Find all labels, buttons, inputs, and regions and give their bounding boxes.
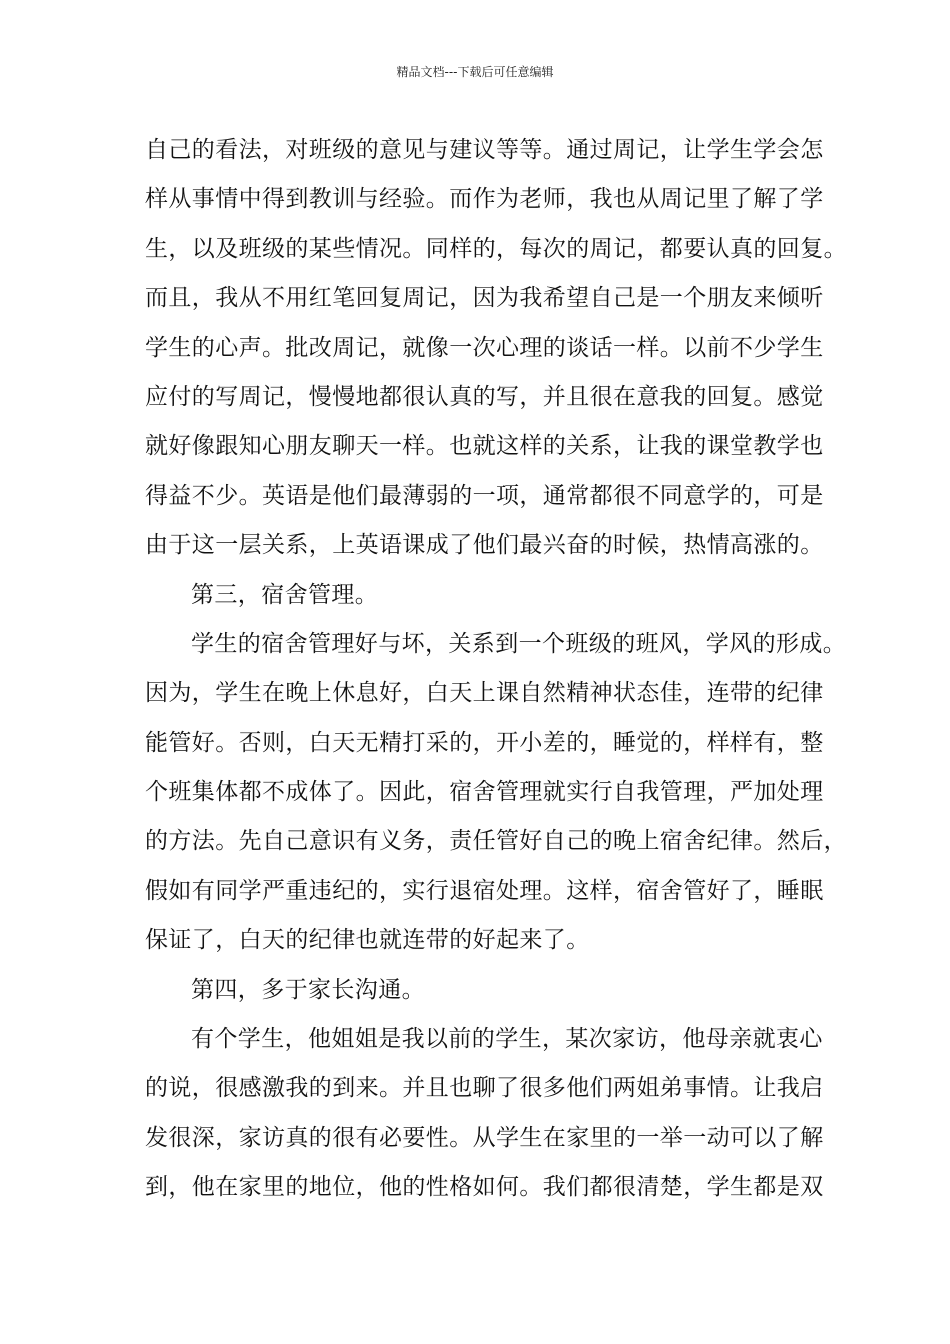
text-line: 保证了，白天的纪律也就连带的好起来了。 <box>145 927 590 954</box>
text-line: 学生的心声。批改周记，就像一次心理的谈话一样。以前不少学生 <box>145 334 824 361</box>
text-line: 自己的看法，对班级的意见与建议等等。通过周记，让学生学会怎 <box>145 137 824 163</box>
text-line: 能管好。否则，白天无精打采的，开小差的，睡觉的，样样有，整 <box>145 729 824 756</box>
text-line: 的方法。先自己意识有义务，责任管好自己的晚上宿舍纪律。然后， <box>145 828 847 855</box>
text-line: 就好像跟知心朋友聊天一样。也就这样的关系，让我的课堂教学也 <box>145 433 824 460</box>
text-line: 发很深，家访真的很有必要性。从学生在家里的一举一动可以了解 <box>145 1124 824 1151</box>
text-line: 由于这一层关系，上英语课成了他们最兴奋的时候，热情高涨的。 <box>145 532 824 559</box>
text-line: 样从事情中得到教训与经验。而作为老师，我也从周记里了解了学 <box>145 186 824 213</box>
text-line: 而且，我从不用红笔回复周记，因为我希望自己是一个朋友来倾听 <box>145 285 824 312</box>
text-line: 应付的写周记，慢慢地都很认真的写，并且很在意我的回复。感觉 <box>145 383 824 410</box>
text-line: 的说，很感激我的到来。并且也聊了很多他们两姐弟事情。让我启 <box>145 1075 824 1102</box>
section-heading: 第四，多于家长沟通。 <box>191 976 425 1003</box>
section-heading: 第三，宿舍管理。 <box>191 581 379 608</box>
document-body <box>145 126 847 1213</box>
text-line: 得益不少。英语是他们最薄弱的一项，通常都很不同意学的，可是 <box>145 482 824 509</box>
text-line: 到，他在家里的地位，他的性格如何。我们都很清楚，学生都是双 <box>145 1174 824 1201</box>
text-line: 因为，学生在晚上休息好，白天上课自然精神状态佳，连带的纪律 <box>145 680 824 707</box>
text-line: 学生的宿舍管理好与坏，关系到一个班级的班风，学风的形成。 <box>191 630 847 657</box>
text-line: 个班集体都不成体了。因此，宿舍管理就实行自我管理，严加处理 <box>145 779 824 806</box>
text-line: 假如有同学严重违纪的，实行退宿处理。这样，宿舍管好了，睡眠 <box>145 877 824 904</box>
page-header: 精品文档---下载后可任意编辑 <box>396 65 554 79</box>
text-line: 有个学生，他姐姐是我以前的学生，某次家访，他母亲就衷心 <box>191 1026 823 1053</box>
text-line: 生，以及班级的某些情况。同样的，每次的周记，都要认真的回复。 <box>145 235 847 262</box>
